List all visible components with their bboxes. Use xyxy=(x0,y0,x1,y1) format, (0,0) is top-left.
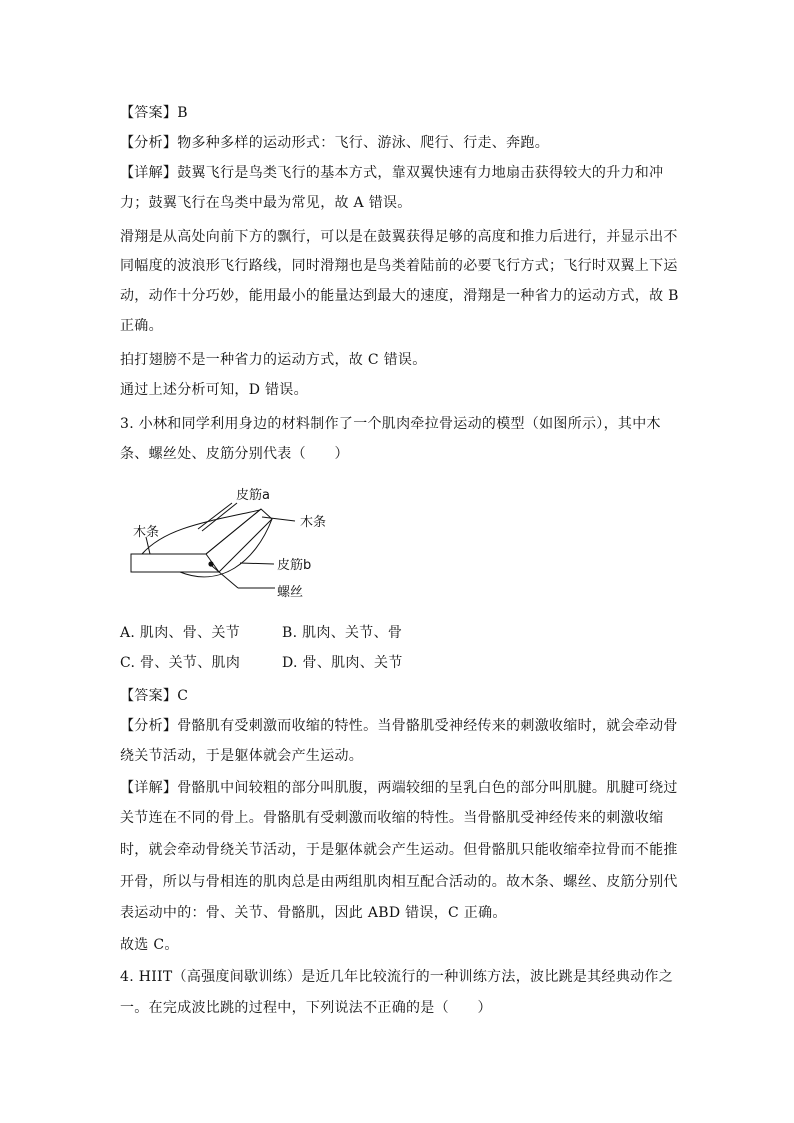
q4-stem-line: 4. HIIT（高强度间歇训练）是近几年比较流行的一种训练方法，波比跳是其经典动作之 xyxy=(120,969,674,985)
q3-detail-line: 表运动中的：骨、关节、骨骼肌，因此 ABD 错误，C 正确。 xyxy=(120,905,507,921)
q2-detail-line: 通过上述分析可知，D 错误。 xyxy=(120,382,308,398)
q2-detail-line xyxy=(120,163,680,183)
wood-strip-right xyxy=(206,509,272,572)
q3-detail-line xyxy=(120,778,680,798)
muscle-bone-model-figure xyxy=(120,478,360,608)
q2-detail-line: 力；鼓翼飞行在鸟类中最为常见，故 A 错误。 xyxy=(120,195,412,211)
label-band-b: 皮筋b xyxy=(277,558,312,573)
q3-analysis-line: 绕关节活动，于是躯体就会产生运动。 xyxy=(120,748,364,764)
q2-detail-line: 拍打翅膀不是一种省力的运动方式，故 C 错误。 xyxy=(120,352,427,368)
detail-text: 鼓翼飞行是鸟类飞行的基本方式，靠双翼快速有力地扇击获得较大的升力和冲 xyxy=(177,165,664,181)
label-screw: 螺丝 xyxy=(277,585,304,600)
label-wood-right: 木条 xyxy=(300,515,327,530)
q3-detail-line: 开骨，所以与骨相连的肌肉总是由两组肌肉相互配合活动的。故木条、螺丝、皮筋分别代 xyxy=(120,874,678,890)
analysis-tag: 【分析】 xyxy=(120,718,178,734)
q2-detail-line: 滑翔是从高处向前下方的飘行，可以是在鼓翼获得足够的高度和推力后进行，并显示出不 xyxy=(120,229,678,245)
option-c: C. 骨、关节、肌肉 xyxy=(120,655,241,671)
q2-detail-line: 正确。 xyxy=(120,318,163,334)
option-a: A. 肌肉、骨、关节 xyxy=(120,625,241,641)
q3-answer-line xyxy=(120,686,680,706)
q2-detail-line: 动，动作十分巧妙，能用最小的能量达到最大的速度，滑翔是一种省力的运动方式，故 B xyxy=(120,288,679,304)
option-b: B. 肌肉、关节、骨 xyxy=(282,625,403,641)
q3-analysis-line xyxy=(120,716,680,736)
answer-value: C xyxy=(177,688,189,704)
q2-analysis-line xyxy=(120,133,680,153)
q3-stem-line: 条、螺丝处、皮筋分别代表（ ） xyxy=(120,446,349,462)
label-band-a: 皮筋a xyxy=(236,488,270,503)
q3-detail-line: 故选 C。 xyxy=(120,937,179,953)
wood-strip-left xyxy=(131,554,219,572)
detail-text: 骨骼肌中间较粗的部分叫肌腹，两端较细的呈乳白色的部分叫肌腱。肌腱可绕过 xyxy=(177,780,678,796)
analysis-text: 骨骼肌有受刺激而收缩的特性。当骨骼肌受神经传来的刺激收缩时，就会牵动骨 xyxy=(177,718,678,734)
q3-detail-line: 时，就会牵动骨绕关节活动，于是躯体就会产生运动。但骨骼肌只能收缩牵拉骨而不能推 xyxy=(120,842,678,858)
label-wood-left: 木条 xyxy=(133,525,160,540)
q2-detail-line: 同幅度的波浪形飞行路线，同时滑翔也是鸟类着陆前的必要飞行方式；飞行时双翼上下运 xyxy=(120,258,678,274)
analysis-tag: 【分析】 xyxy=(120,135,178,151)
detail-tag: 【详解】 xyxy=(120,165,178,181)
detail-tag: 【详解】 xyxy=(120,780,178,796)
screw-dot xyxy=(208,561,213,566)
answer-value: B xyxy=(177,105,188,121)
q3-detail-line: 关节连在不同的骨上。骨骼肌有受刺激而收缩的特性。当骨骼肌受神经传来的刺激收缩 xyxy=(120,810,664,826)
analysis-text: 物多种多样的运动形式：飞行、游泳、爬行、行走、奔跑。 xyxy=(177,135,550,151)
q3-stem-line: 3. 小林和同学利用身边的材料制作了一个肌肉牵拉骨运动的模型（如图所示），其中木 xyxy=(120,416,661,432)
q2-answer-line xyxy=(120,103,680,123)
answer-tag: 【答案】 xyxy=(120,105,178,121)
q4-stem-line: 一。在完成波比跳的过程中，下列说法不正确的是（ ） xyxy=(120,1000,492,1016)
option-d: D. 骨、肌肉、关节 xyxy=(282,655,403,671)
answer-tag: 【答案】 xyxy=(120,688,178,704)
